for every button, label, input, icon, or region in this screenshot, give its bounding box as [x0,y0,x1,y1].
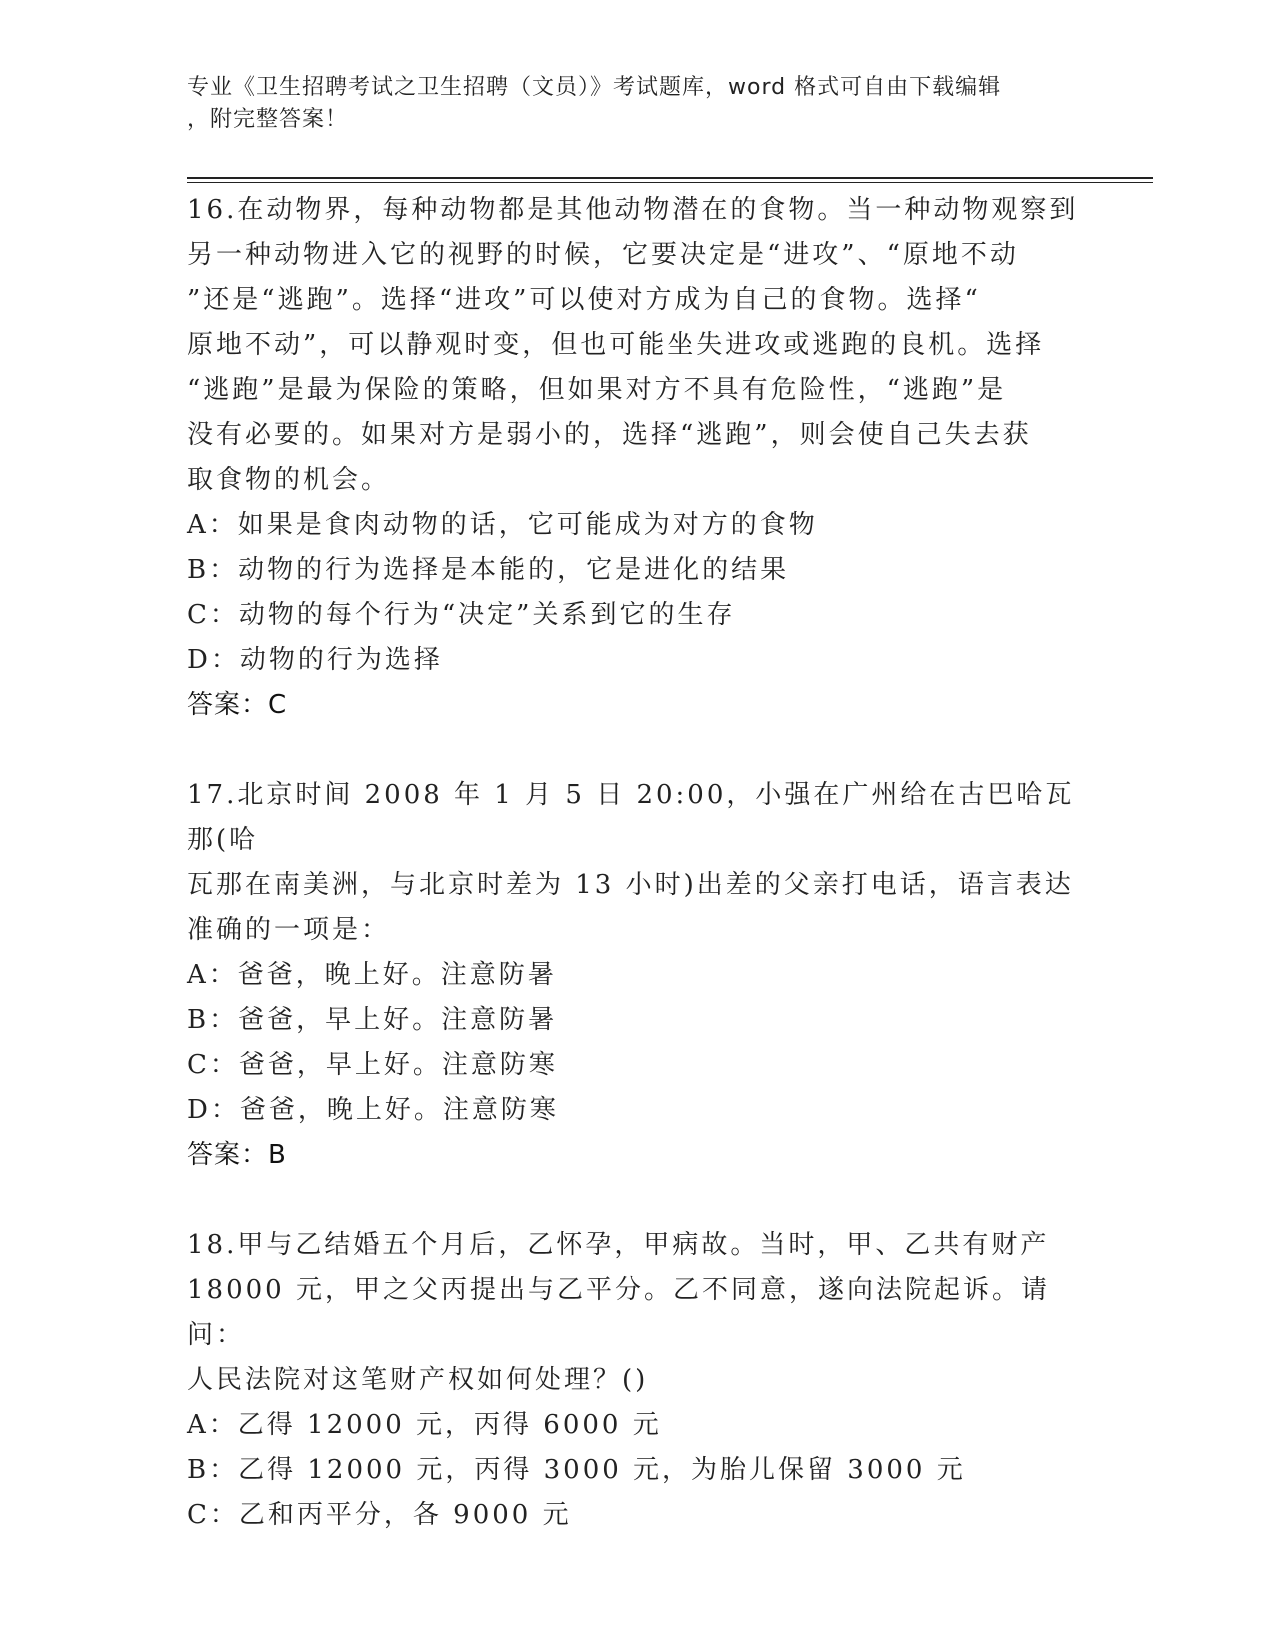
answer: 答案：B [187,1140,287,1170]
header-line-1: 专业《卫生招聘考试之卫生招聘（文员）》考试题库，word 格式可自由下载编辑 [187,75,1002,100]
option-d: D：爸爸，晚上好。注意防寒 [187,1095,559,1125]
header-divider-thin [187,182,1153,183]
question-list [187,188,1087,1538]
question-stem-line: 18.甲与乙结婚五个月后，乙怀孕，甲病故。当时，甲、乙共有财产 [187,1230,1050,1260]
question-stem-line: 另一种动物进入它的视野的时候，它要决定是“进攻”、“原地不动 [187,240,1019,270]
option-c: C：爸爸，早上好。注意防寒 [187,1050,558,1080]
question-stem-line: 没有必要的。如果对方是弱小的，选择“逃跑”，则会使自己失去获 [187,420,1032,450]
header-divider-thick [187,177,1153,179]
option-c: C：乙和丙平分，各 9000 元 [187,1500,572,1530]
question-stem-line: 人民法院对这笔财产权如何处理？() [187,1365,649,1395]
question-stem-line: 18000 元，甲之父丙提出与乙平分。乙不同意，遂向法院起诉。请问： [187,1275,1050,1350]
option-c: C：动物的每个行为“决定”关系到它的生存 [187,600,736,630]
question-stem-line: 瓦那在南美洲，与北京时差为 13 小时)出差的父亲打电话，语言表达 [187,870,1074,900]
option-b: B：动物的行为选择是本能的，它是进化的结果 [187,555,790,585]
option-b: B：乙得 12000 元，丙得 3000 元，为胎儿保留 3000 元 [187,1455,966,1485]
header-line-2: ，附完整答案！ [187,107,349,132]
question-stem-line: 准确的一项是： [187,915,391,945]
option-d: D：动物的行为选择 [187,645,443,675]
question-16 [187,188,1087,728]
option-a: A：乙得 12000 元，丙得 6000 元 [187,1410,662,1440]
question-stem-line: 取食物的机会。 [187,465,391,495]
question-17 [187,773,1087,1178]
question-stem-line: “逃跑”是最为保险的策略，但如果对方不具有危险性，“逃跑”是 [187,375,1007,405]
option-a: A：爸爸，晚上好。注意防暑 [187,960,557,990]
question-stem-line: 原地不动”，可以静观时变，但也可能坐失进攻或逃跑的良机。选择 [187,330,1045,360]
question-stem-line: 17.北京时间 2008 年 1 月 5 日 20:00，小强在广州给在古巴哈瓦那(哈 [187,780,1075,855]
document-header [187,72,1067,136]
question-stem-line: 16.在动物界，每种动物都是其他动物潜在的食物。当一种动物观察到 [187,195,1079,225]
option-b: B：爸爸，早上好。注意防暑 [187,1005,558,1035]
question-18 [187,1223,1087,1538]
question-stem-line: ”还是“逃跑”。选择“进攻”可以使对方成为自己的食物。选择“ [187,285,981,315]
answer: 答案：C [187,690,288,720]
option-a: A：如果是食肉动物的话，它可能成为对方的食物 [187,510,818,540]
